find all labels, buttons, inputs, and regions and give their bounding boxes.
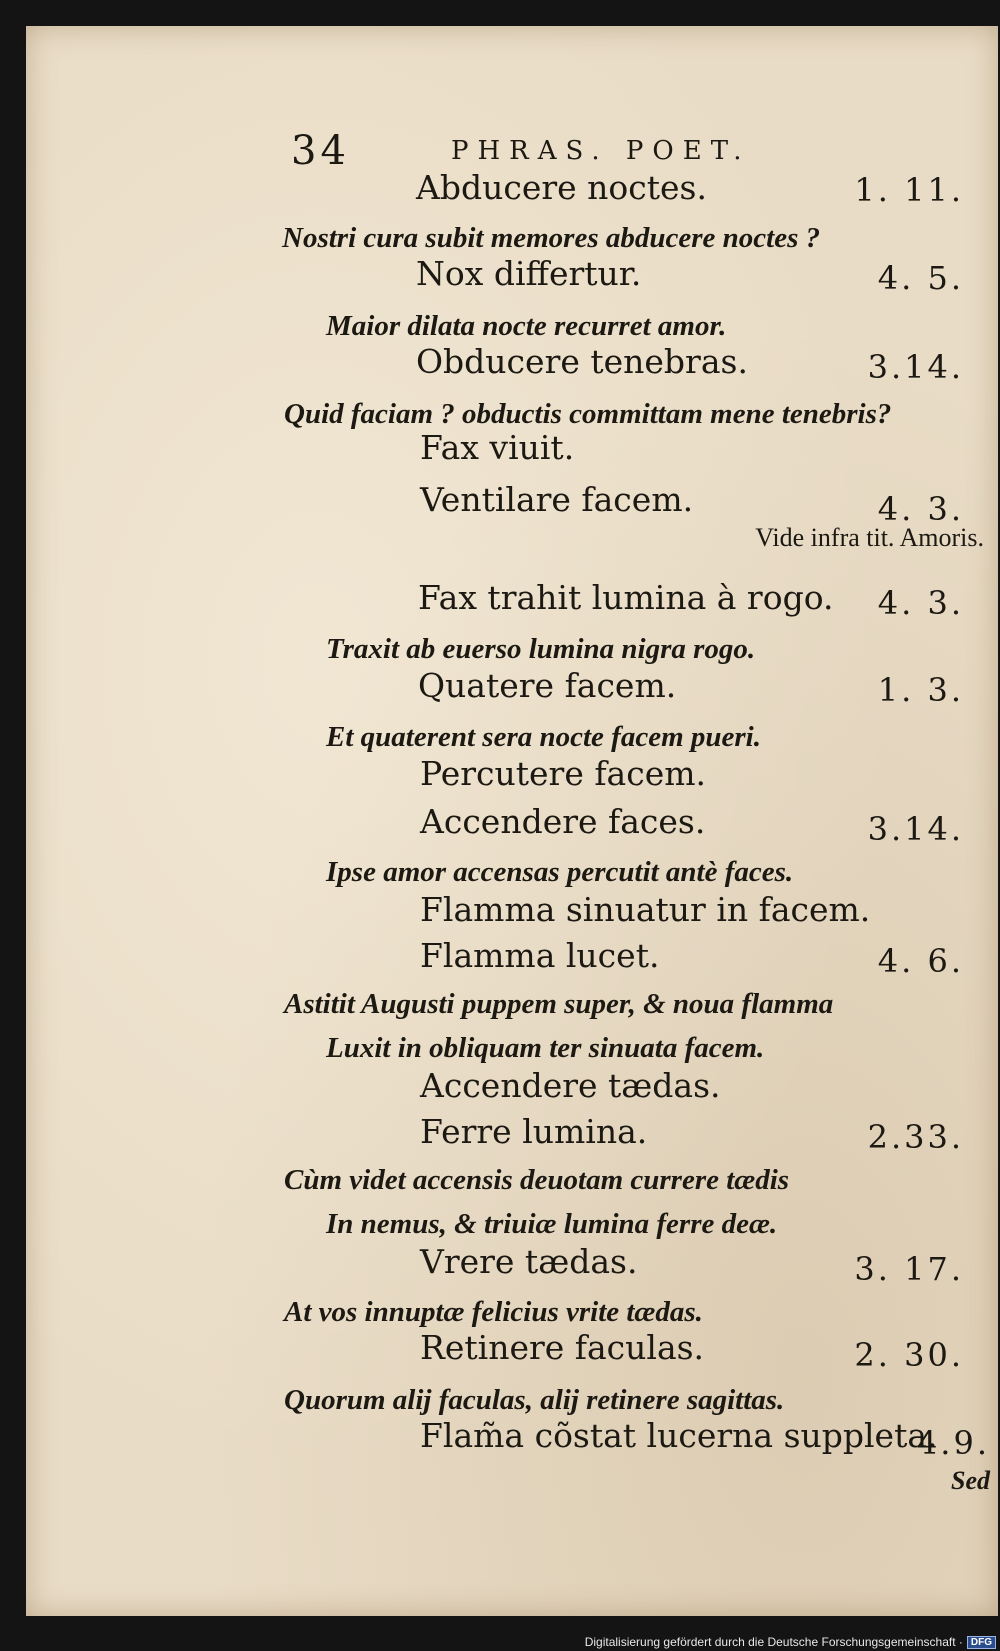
quotation-line: In nemus, & triuiæ lumina ferre deæ. xyxy=(326,1208,778,1240)
line-reference: 4. 3. xyxy=(877,490,964,528)
phrase-line: Vrere tædas. xyxy=(420,1242,638,1281)
line-reference: 4.9. xyxy=(916,1424,990,1462)
running-title: PHRAS. POET. xyxy=(451,136,751,166)
line-reference: 3. 17. xyxy=(854,1250,964,1288)
catchword: Sed xyxy=(951,1466,990,1495)
quotation-line: Astitit Augusti puppem super, & noua flamma xyxy=(284,988,834,1020)
line-reference: 4. 5. xyxy=(877,259,964,297)
line-reference: 3.14. xyxy=(867,810,964,848)
page-header xyxy=(26,106,998,174)
phrase-line: Nox differtur. xyxy=(416,254,642,293)
line-reference: 4. 6. xyxy=(877,942,964,980)
quotation-line: Cùm videt accensis deuotam currere tædis xyxy=(284,1164,790,1196)
line-reference: 1. 11. xyxy=(854,171,964,209)
phrase-line: Accendere tædas. xyxy=(420,1066,721,1105)
line-reference: 2.33. xyxy=(867,1118,964,1156)
quotation-line: Quid faciam ? obductis committam mene tenebris? xyxy=(284,398,892,430)
credit-text: Digitalisierung gefördert durch die Deutsche Forschungsgemeinschaft · xyxy=(584,1635,963,1649)
quotation-line: Nostri cura subit memores abducere noctes ? xyxy=(282,222,821,254)
cross-reference-note: Vide infra tit. Amoris. xyxy=(755,523,984,552)
phrase-line: Obducere tenebras. xyxy=(416,342,748,381)
phrase-line: Percutere facem. xyxy=(420,754,707,793)
phrase-line: Ventilare facem. xyxy=(420,480,694,519)
quotation-line: Luxit in obliquam ter sinuata facem. xyxy=(326,1032,765,1064)
phrase-line: Accendere faces. xyxy=(420,802,706,841)
quotation-line: At vos innuptæ felicius vrite tædas. xyxy=(284,1296,703,1328)
book-page xyxy=(26,26,998,1616)
line-reference: 1. 3. xyxy=(877,671,964,709)
quotation-line: Maior dilata nocte recurret amor. xyxy=(326,310,727,342)
phrase-line: Flam̃a cõstat lucerna suppleta. xyxy=(420,1416,938,1455)
digitization-credit xyxy=(585,1635,996,1649)
phrase-line: Fax trahit lumina à rogo. xyxy=(418,578,834,617)
phrase-line: Abducere noctes. xyxy=(416,168,707,207)
phrase-line: Retinere faculas. xyxy=(420,1328,705,1367)
phrase-line: Flamma lucet. xyxy=(420,936,660,975)
phrase-line: Flamma sinuatur in facem. xyxy=(420,890,871,929)
dfg-logo: DFG xyxy=(967,1636,996,1649)
line-reference: 4. 3. xyxy=(877,584,964,622)
line-reference: 3.14. xyxy=(867,348,964,386)
quotation-line: Ipse amor accensas percutit antè faces. xyxy=(326,856,794,888)
quotation-line: Et quaterent sera nocte facem pueri. xyxy=(326,721,761,753)
line-reference: 2. 30. xyxy=(854,1336,964,1374)
quotation-line: Quorum alij faculas, alij retinere sagittas. xyxy=(284,1384,785,1416)
phrase-line: Quatere facem. xyxy=(418,666,677,705)
phrase-line: Ferre lumina. xyxy=(420,1112,648,1151)
phrase-line: Fax viuit. xyxy=(420,428,575,467)
page-number: 34 xyxy=(291,128,350,174)
quotation-line: Traxit ab euerso lumina nigra rogo. xyxy=(326,633,756,665)
